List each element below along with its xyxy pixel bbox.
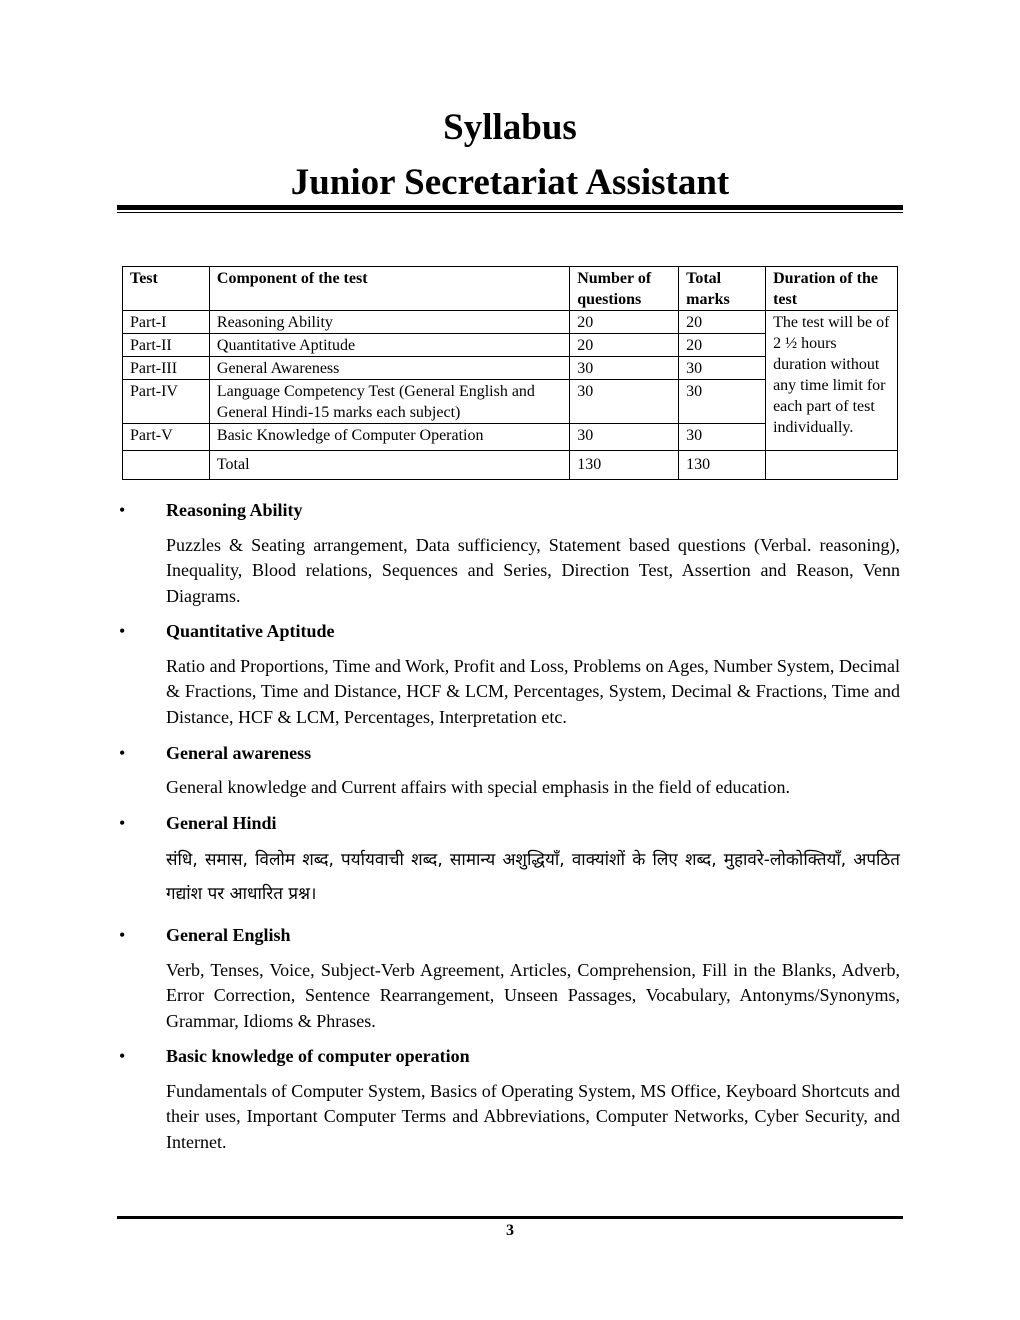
cell-questions: 30 — [570, 424, 679, 451]
cell-test: Part-IV — [123, 380, 210, 424]
title-divider-thick — [117, 205, 903, 210]
section-body-quantitative: Ratio and Proportions, Time and Work, Profit and Loss, Problems on Ages, Number System, Decimal & Fractions, Time and Distance, HCF & LCM, Percentages, System, Decimal & Fractions, Time and Distance, HCF & LCM, Percentages, Interpretation etc. — [166, 656, 900, 727]
cell-test: Part-II — [123, 334, 210, 357]
cell-questions: 30 — [570, 380, 679, 424]
cell-component: Language Competency Test (General English and General Hindi-15 marks each subject) — [209, 380, 569, 424]
cell-empty — [766, 451, 898, 480]
cell-component: Basic Knowledge of Computer Operation — [209, 424, 569, 451]
cell-marks: 30 — [679, 424, 766, 451]
section-body-reasoning: Puzzles & Seating arrangement, Data sufficiency, Statement based questions (Verbal. reasoning), Inequality, Blood relations, Sequences and Series, Direction Test, Assertion and Reason, Venn Diagrams. — [166, 535, 900, 606]
section-body-awareness: General knowledge and Current affairs with special emphasis in the field of education. — [166, 777, 790, 797]
cell-total-questions: 130 — [570, 451, 679, 480]
section-heading-quantitative: Quantitative Aptitude — [166, 621, 335, 641]
cell-component: Reasoning Ability — [209, 311, 569, 334]
section-body-english: Verb, Tenses, Voice, Subject-Verb Agreement, Articles, Comprehension, Fill in the Blanks, Adverb, Error Correction, Sentence Rearrangement, Unseen Passages, Vocabulary, Antonyms/Synonyms, Grammar, Idioms & Phrases. — [166, 960, 900, 1031]
table-row — [123, 311, 898, 334]
section-heading-hindi: General Hindi — [166, 813, 277, 833]
bullet-marker: • — [119, 925, 126, 945]
header-questions: Number of questions — [570, 267, 679, 311]
syllabus-table — [122, 266, 898, 480]
section-heading-reasoning: Reasoning Ability — [166, 500, 303, 520]
section-body-hindi: संधि, समास, विलोम शब्द, पर्यायवाची शब्द, सामान्य अशुद्धियाँ, वाक्यांशों के लिए शब्द, मुहावरे-लोकोक्तियाँ, अपठित गद्यांश पर आधारित प्रश्न। — [166, 850, 900, 904]
section-heading-awareness: General awareness — [166, 743, 312, 763]
page-subtitle: Junior Secretariat Assistant — [290, 162, 730, 203]
table-total-row — [123, 451, 898, 480]
header-marks: Total marks — [679, 267, 766, 311]
cell-component: Quantitative Aptitude — [209, 334, 569, 357]
cell-total-marks: 130 — [679, 451, 766, 480]
cell-questions: 30 — [570, 357, 679, 380]
cell-test: Part-I — [123, 311, 210, 334]
bullet-marker: • — [119, 813, 126, 833]
section-heading-computer: Basic knowledge of computer operation — [166, 1046, 470, 1066]
table-header-row — [123, 267, 898, 311]
cell-test: Part-III — [123, 357, 210, 380]
header-test: Test — [123, 267, 210, 311]
cell-duration: The test will be of 2 ½ hours duration without any time limit for each part of test individually. — [766, 311, 898, 451]
cell-test: Part-V — [123, 424, 210, 451]
bullet-marker: • — [119, 621, 126, 641]
cell-total-label: Total — [209, 451, 569, 480]
page-title: Syllabus — [443, 107, 577, 148]
bullet-marker: • — [119, 743, 126, 763]
title-divider-thin — [117, 212, 903, 213]
cell-test — [123, 451, 210, 480]
cell-questions: 20 — [570, 334, 679, 357]
cell-marks: 30 — [679, 380, 766, 424]
bullet-marker: • — [119, 1046, 126, 1066]
footer-divider — [117, 1216, 903, 1219]
header-component: Component of the test — [209, 267, 569, 311]
bullet-marker: • — [119, 500, 126, 520]
cell-marks: 20 — [679, 311, 766, 334]
cell-marks: 30 — [679, 357, 766, 380]
cell-questions: 20 — [570, 311, 679, 334]
cell-marks: 20 — [679, 334, 766, 357]
page-number: 3 — [506, 1222, 514, 1239]
section-heading-english: General English — [166, 925, 291, 945]
section-body-computer: Fundamentals of Computer System, Basics of Operating System, MS Office, Keyboard Shortcuts and their uses, Important Computer Terms and Abbreviations, Computer Networks, Cyber Security, and Internet. — [166, 1081, 900, 1152]
cell-component: General Awareness — [209, 357, 569, 380]
header-duration: Duration of the test — [766, 267, 898, 311]
